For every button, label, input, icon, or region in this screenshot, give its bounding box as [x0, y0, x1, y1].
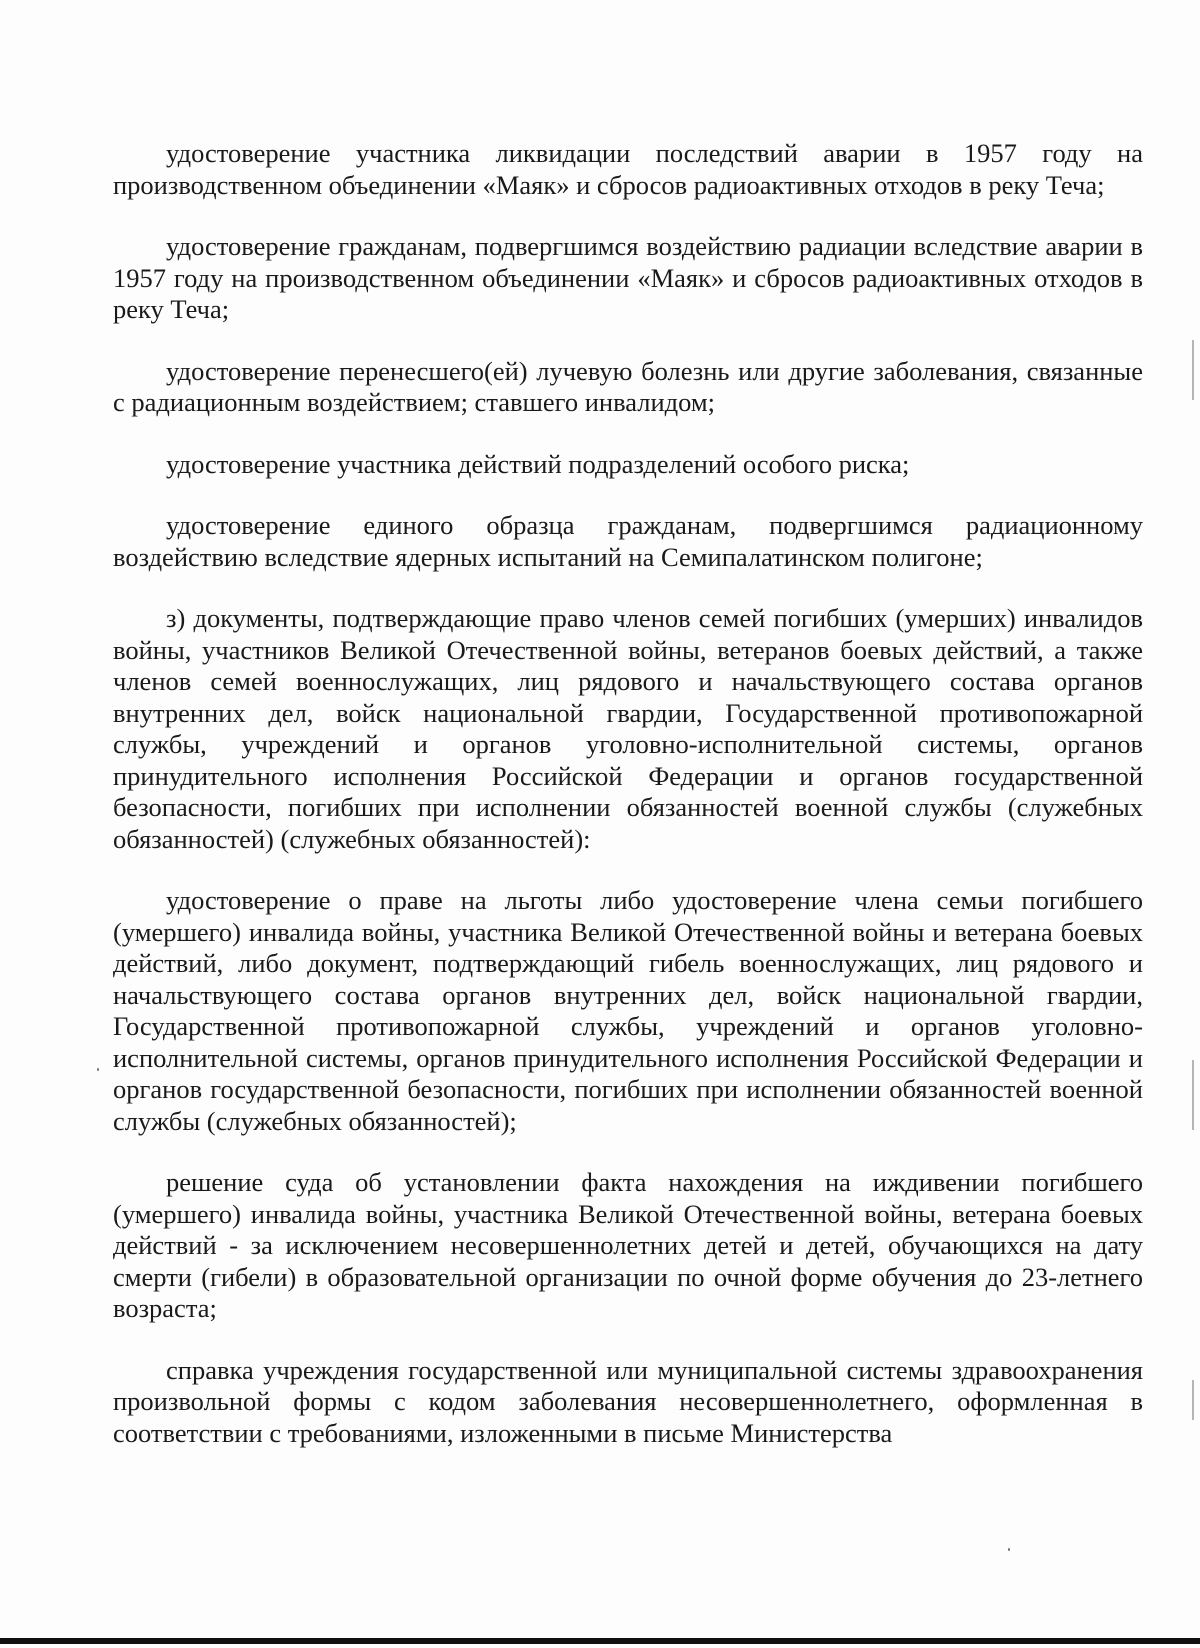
scan-speck — [1008, 1548, 1010, 1551]
document-body — [113, 138, 1143, 1479]
paragraph-special-risk-certificate: удостоверение участника действий подразделений особого риска; — [166, 448, 910, 479]
scan-edge-mark — [1192, 340, 1194, 400]
scan-bottom-edge — [0, 1638, 1200, 1644]
paragraph-mayak-liquidator-certificate: удостоверение участника ликвидации последствий аварии в 1957 году на производственном объединении «Маяк» и сбросов радиоактивных отходов в реку Теча; — [113, 138, 1143, 200]
paragraph-medical-certificate: справка учреждения государственной или муниципальной системы здравоохранения произвольной формы с кодом заболевания несовершеннолетнего, оформленная в соответствии с требованиями, изложенными в письме Министерства — [113, 1354, 1143, 1448]
paragraph-item-z-family-documents: з) документы, подтверждающие право членов семей погибших (умерших) инвалидов войны, участников Великой Отечественной войны, ветеранов боевых действий, а также членов семей военнослужащих, лиц рядового и начальствующего состава органов внутренних дел, войск национальной гвардии, Государственной противопожарной службы, учреждений и органов уголовно-исполнительной системы, органов принудительного исполнения Российской Федерации и органов государственной безопасности, погибших при исполнении обязанностей военной службы (служебных обязанностей) (служебных обязанностей): — [113, 603, 1143, 854]
paragraph-court-decision: решение суда об установлении факта нахождения на иждивении погибшего (умершего) инвалида войны, участника Великой Отечественной войны, ветерана боевых действий - за исключением несовершеннолетних детей и детей, обучающихся на дату смерти (гибели) в образовательной организации по очной форме обучения до 23-летнего возраста; — [113, 1167, 1143, 1323]
paragraph-semipalatinsk-certificate: удостоверение единого образца гражданам, подвергшимся радиационному воздействию вследствие ядерных испытаний на Семипалатинском полигоне; — [113, 510, 1143, 572]
paragraph-mayak-radiation-certificate: удостоверение гражданам, подвергшимся воздействию радиации вследствие аварии в 1957 году на производственном объединении «Маяк» и сбросов радиоактивных отходов в реку Теча; — [113, 231, 1143, 324]
scan-speck — [97, 1068, 99, 1071]
paragraph-benefits-certificate: удостоверение о праве на льготы либо удостоверение члена семьи погибшего (умершего) инвалида войны, участника Великой Отечественной войны и ветерана боевых действий, либо документ, подтверждающий гибель военнослужащих, лиц рядового и начальствующего состава органов внутренних дел, войск национальной гвардии, Государственной противопожарной службы, учреждений и органов уголовно-исполнительной системы, органов принудительного исполнения Российской Федерации и органов государственной безопасности, погибших при исполнении обязанностей военной службы (служебных обязанностей); — [113, 885, 1143, 1136]
scan-edge-mark — [1192, 1060, 1194, 1130]
paragraph-radiation-sickness-certificate: удостоверение перенесшего(ей) лучевую болезнь или другие заболевания, связанные с радиационным воздействием; ставшего инвалидом; — [113, 355, 1143, 417]
scan-edge-mark — [1192, 1380, 1194, 1420]
